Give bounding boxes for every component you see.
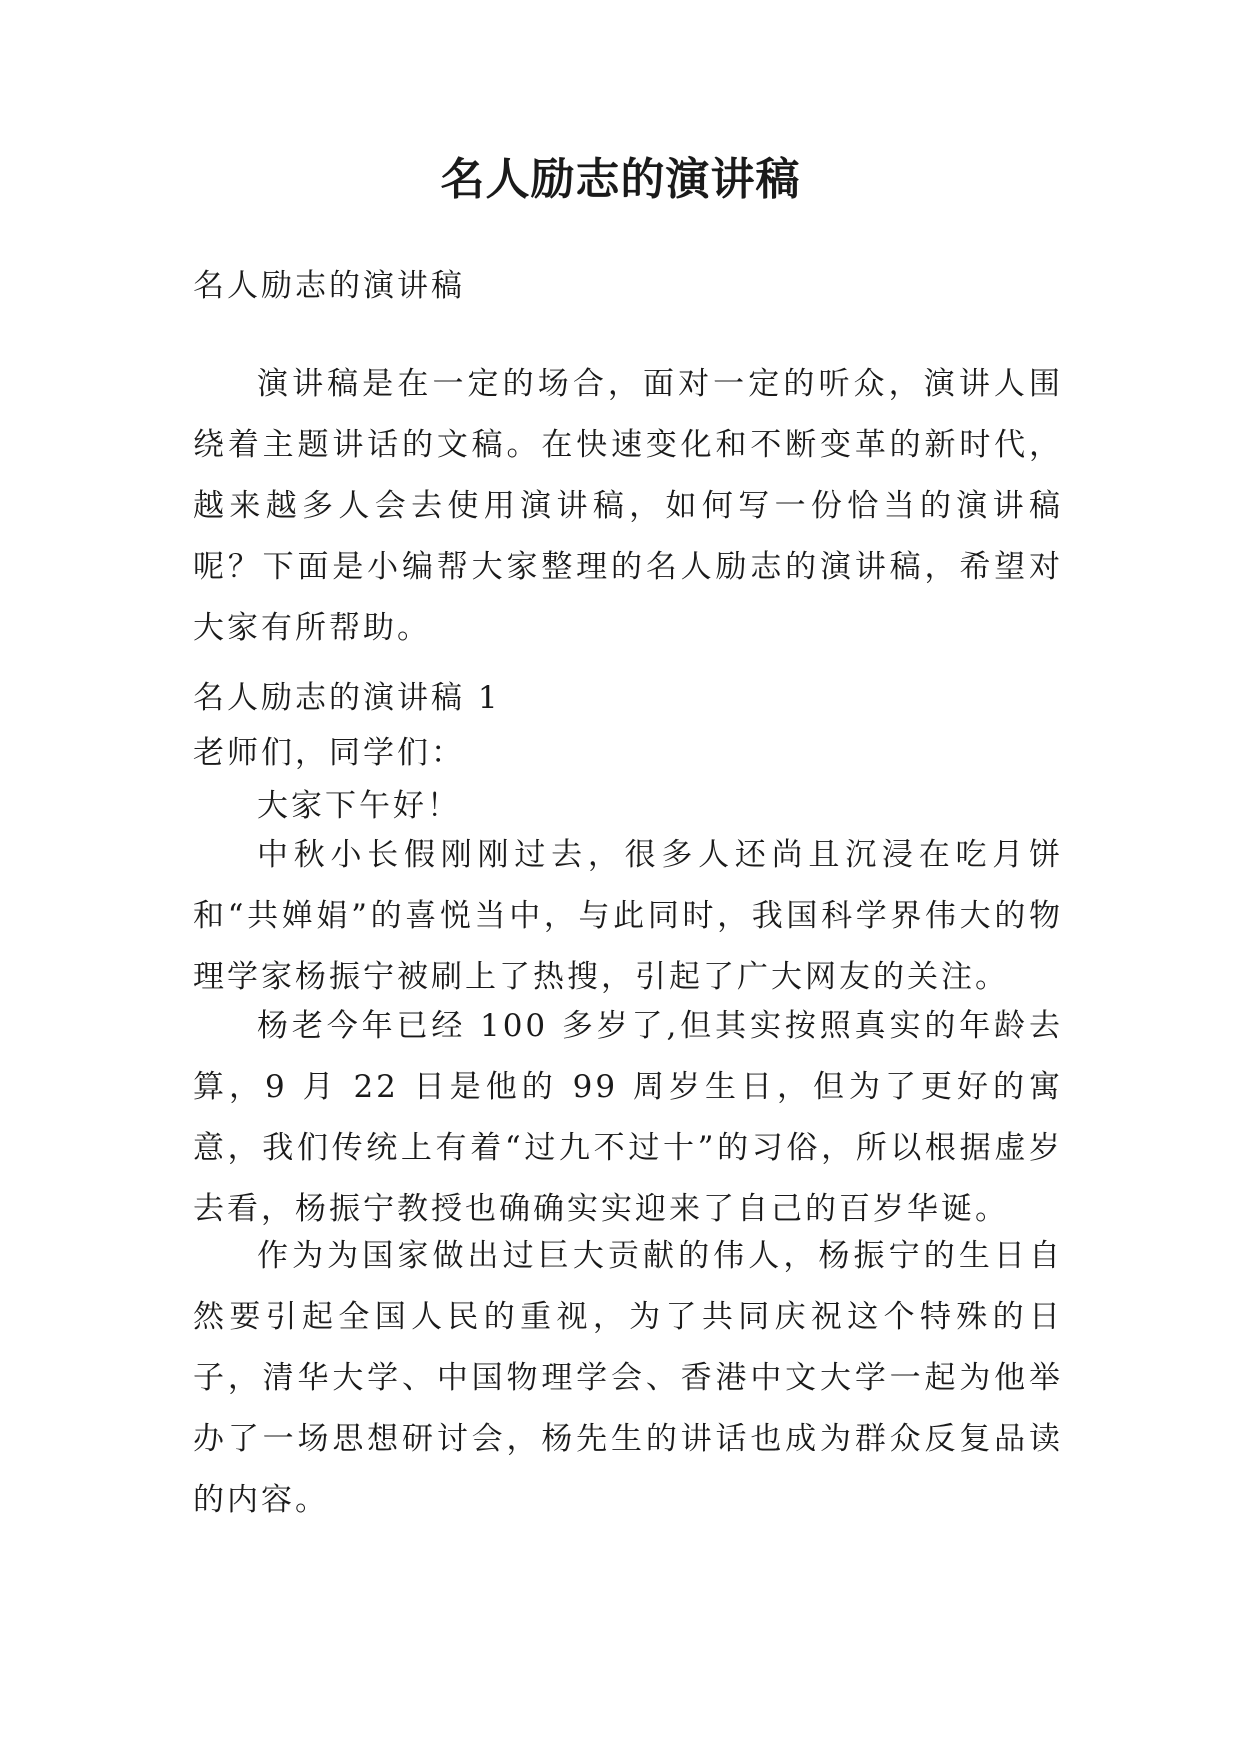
body-paragraph-3: 作为为国家做出过巨大贡献的伟人，杨振宁的生日自然要引起全国人民的重视，为了共同庆祝这个特殊的日子，清华大学、中国物理学会、香港中文大学一起为他举办了一场思想研讨会，杨先生的讲话也成为群众反复品读的内容。	[193, 1238, 1063, 1518]
section-heading: 名人励志的演讲稿 1	[193, 680, 501, 716]
greeting: 大家下午好！	[257, 788, 461, 824]
document-title: 名人励志的演讲稿	[440, 154, 801, 205]
body-paragraph-2: 杨老今年已经 100 多岁了,但其实按照真实的年龄去算，9 月 22 日是他的 99 周岁生日，但为了更好的寓意，我们传统上有着“过九不过十”的习俗，所以根据虚岁去看，杨振宁教授也确确实实迎来了自己的百岁华诞。	[193, 1008, 1063, 1227]
intro-paragraph: 演讲稿是在一定的场合，面对一定的听众，演讲人围绕着主题讲话的文稿。在快速变化和不断变革的新时代，越来越多人会去使用演讲稿，如何写一份恰当的演讲稿呢？下面是小编帮大家整理的名人励志的演讲稿，希望对大家有所帮助。	[193, 366, 1063, 646]
salutation: 老师们，同学们：	[193, 735, 465, 771]
body-paragraph-1: 中秋小长假刚刚过去，很多人还尚且沉浸在吃月饼和“共婵娟”的喜悦当中，与此同时，我国科学界伟大的物理学家杨振宁被刷上了热搜，引起了广大网友的关注。	[193, 837, 1063, 995]
document-subtitle: 名人励志的演讲稿	[193, 268, 465, 304]
